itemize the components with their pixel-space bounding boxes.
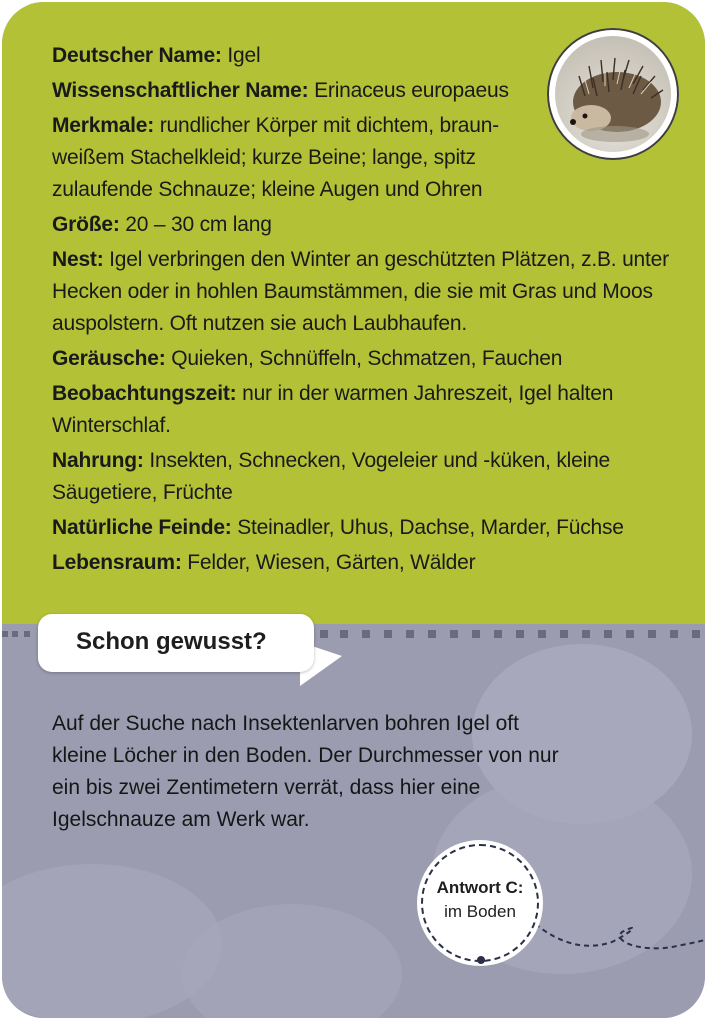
fact-features: Merkmale: rundlicher Körper mit dichtem, braun-weißem Stachelkleid; kurze Beine; lange, spitz zulaufende Schnauze; kleine Augen und Ohren — [52, 114, 499, 201]
answer-badge — [417, 840, 543, 966]
fact-enemies: Natürliche Feinde: Steinadler, Uhus, Dachse, Marder, Füchse — [52, 516, 624, 539]
dashed-trail-icon — [522, 902, 705, 972]
fun-fact-text: Auf der Suche nach Insektenlarven bohren Igel oft kleine Löcher in den Boden. Der Durchmesser von nur ein bis zwei Zentimetern verrät, dass hier eine Igelschnauze am Werk war. — [52, 712, 559, 831]
facts-panel — [2, 2, 705, 624]
answer-label: Antwort C: — [436, 878, 524, 897]
quiz-card — [2, 2, 705, 1018]
fact-size: Größe: 20 – 30 cm lang — [52, 213, 272, 236]
answer-dot — [477, 956, 485, 964]
bubble-title: Schon gewusst? — [76, 628, 267, 655]
fact-food: Nahrung: Insekten, Schnecken, Vogeleier und -küken, kleine Säugetiere, Früchte — [52, 449, 611, 504]
fact-nest: Nest: Igel verbringen den Winter an geschützten Plätzen, z.B. unter Hecken oder in hohlen Baumstämmen, die sie mit Gras und Moos auspolstern. Oft nutzen sie auch Laubhaufen. — [52, 248, 669, 335]
hedgehog-photo — [547, 28, 679, 160]
fact-sounds: Geräusche: Quieken, Schnüffeln, Schmatzen, Fauchen — [52, 347, 563, 370]
fact-german-name: Deutscher Name: Igel — [52, 44, 261, 67]
fact-observation-time: Beobachtungszeit: nur in der warmen Jahreszeit, Igel halten Winterschlaf. — [52, 382, 614, 437]
speech-bubble — [38, 614, 314, 672]
fact-scientific-name: Wissenschaftlicher Name: Erinaceus europaeus — [52, 79, 509, 102]
hedgehog-icon — [555, 36, 671, 152]
answer-text: im Boden — [444, 902, 516, 921]
hedgehog-image — [555, 36, 671, 152]
fact-habitat: Lebensraum: Felder, Wiesen, Gärten, Wälder — [52, 551, 476, 574]
